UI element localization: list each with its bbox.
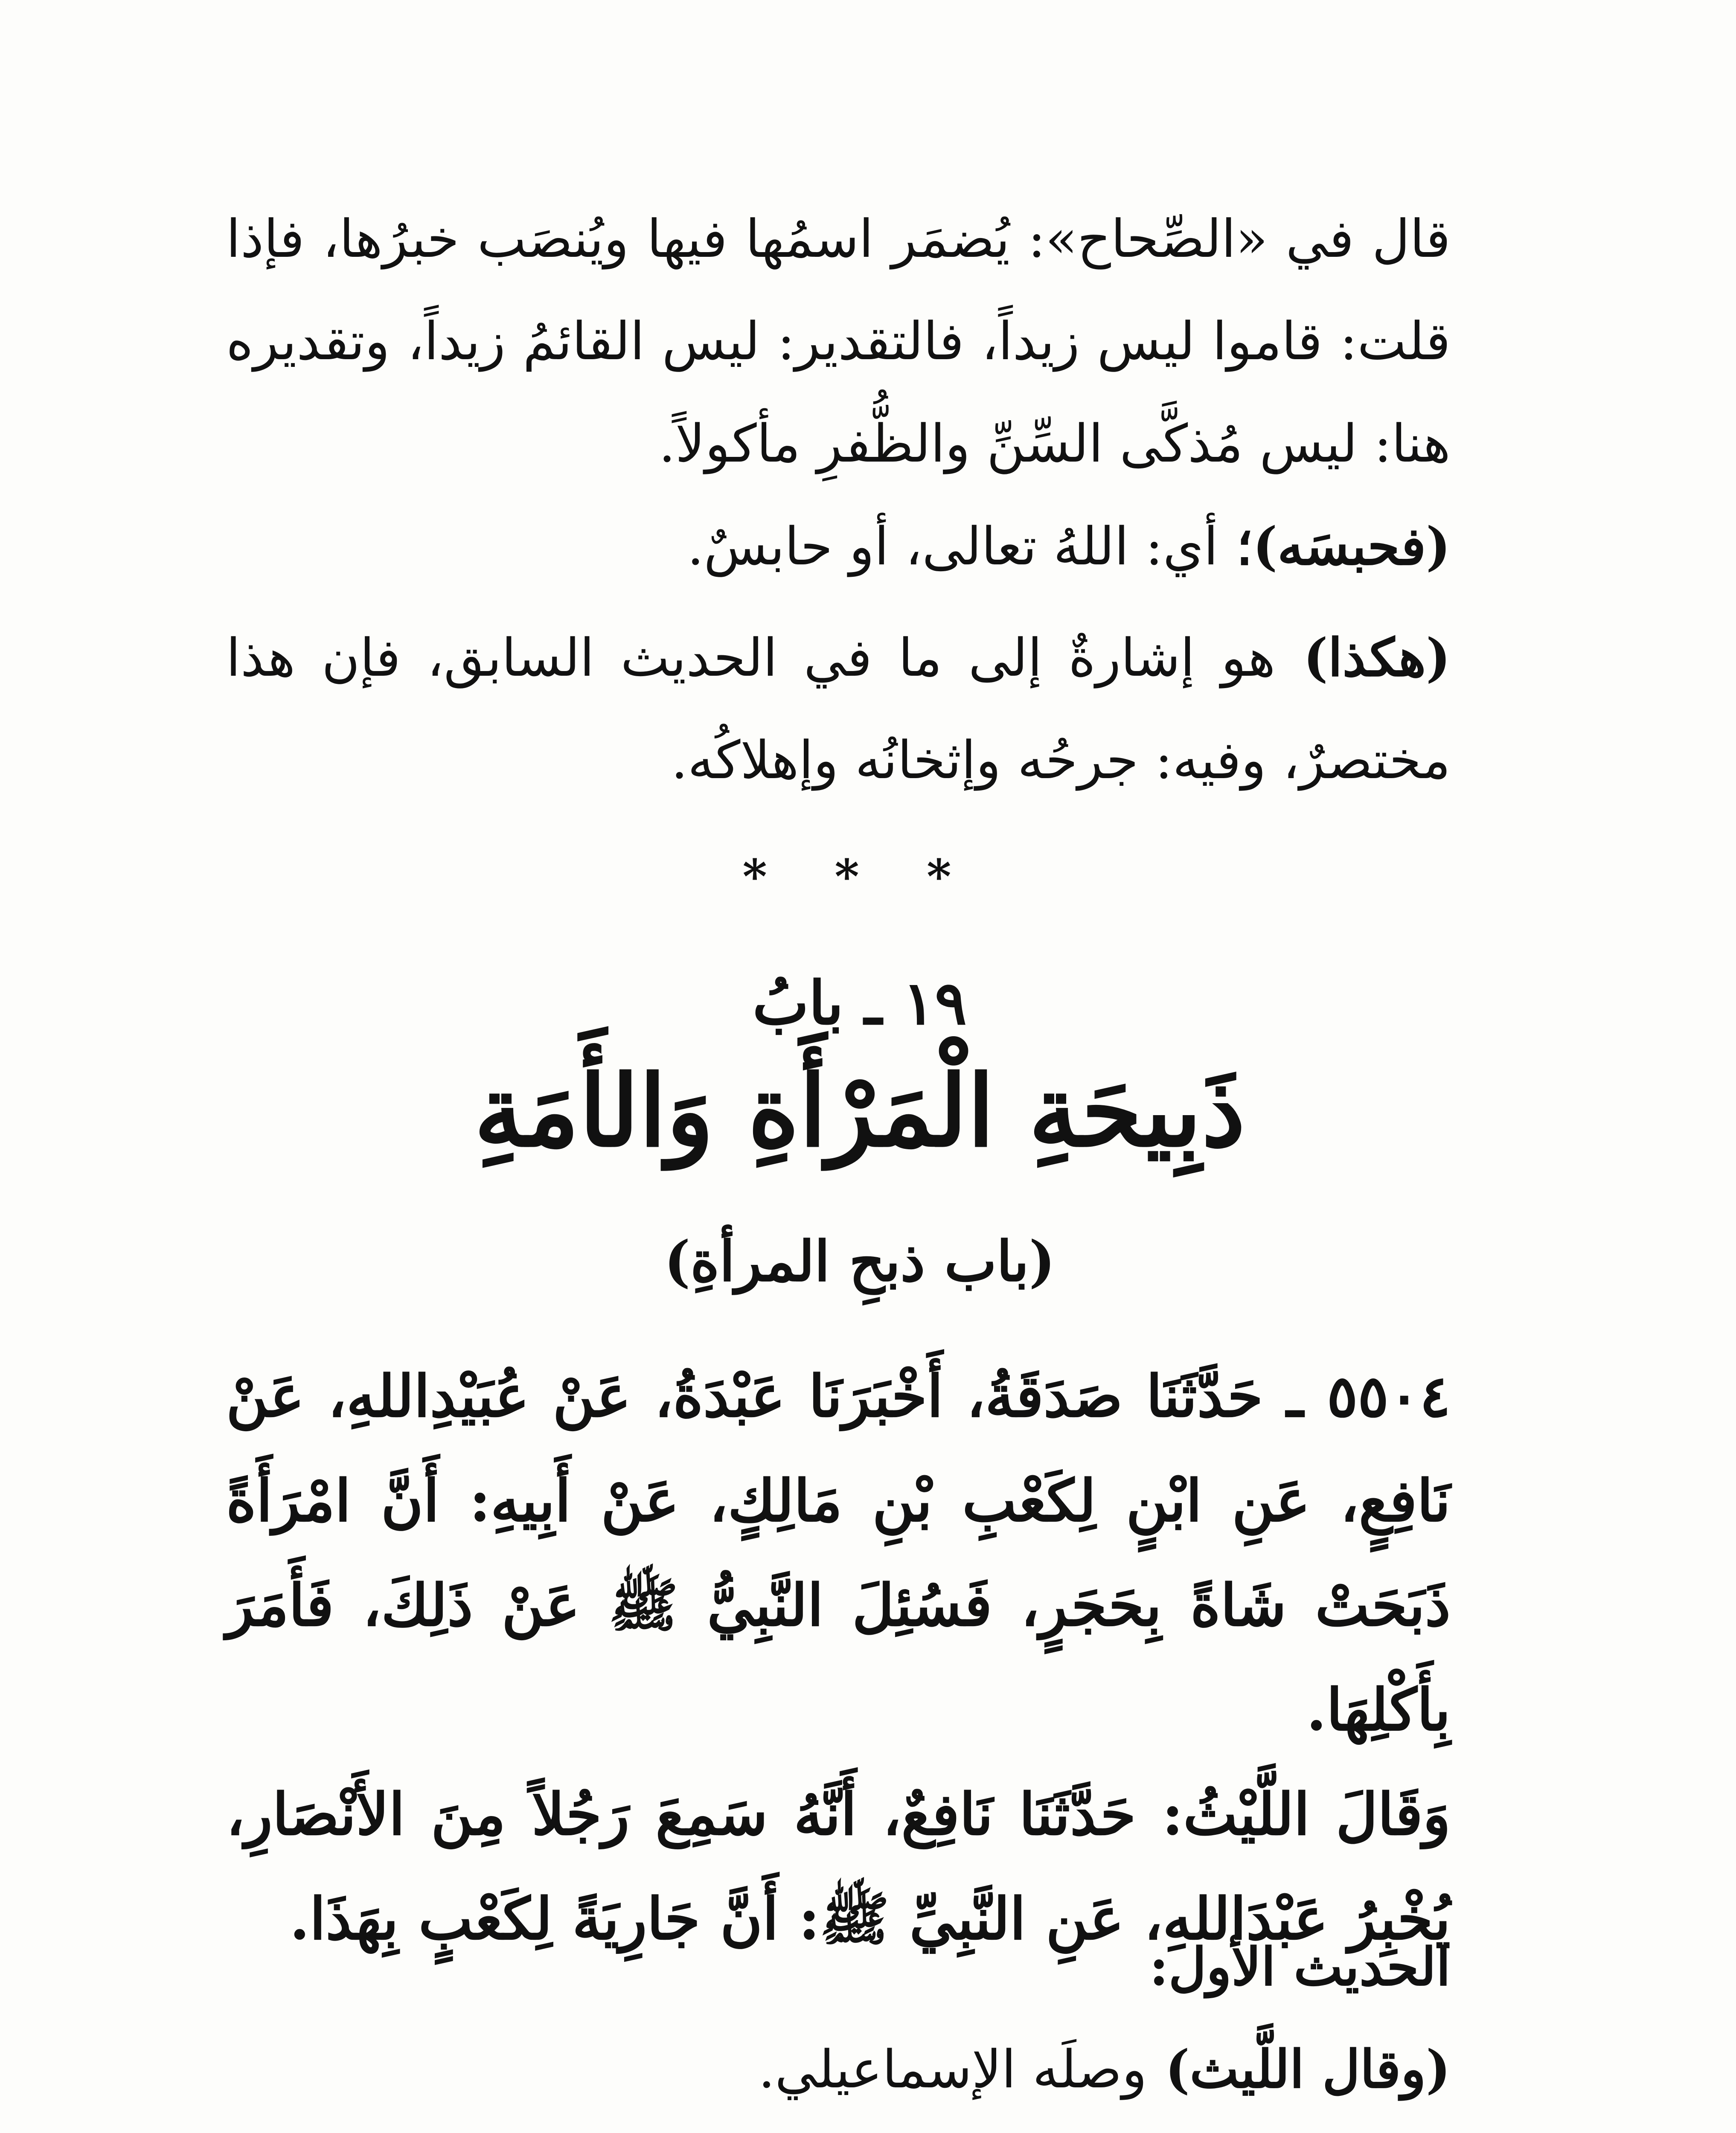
commentary-paragraph [226, 606, 1493, 811]
lemma: (هكذا) [1275, 627, 1451, 688]
chapter-number: ١٩ ـ بابُ [752, 968, 967, 1038]
commentary-text: وصلَه الإسماعيلي. [758, 2039, 1147, 2100]
commentary-paragraph [226, 2018, 1493, 2121]
lemma: (وقال اللَّيث) [1147, 2038, 1451, 2100]
commentary-block-2 [226, 1915, 1493, 2121]
commentary-heading: الحديث الأول: [1149, 1936, 1451, 1997]
commentary-text: أي: اللهُ تعالى، أو حابسٌ. [687, 516, 1218, 577]
lemma: (فحبسَه)؛ [1218, 515, 1451, 577]
commentary-text: هو إشارةٌ إلى ما في الحديث السابق، فإن هذا مختصرٌ، وفيه: جرحُه وإثخانُه وإهلاكُه. [226, 628, 1451, 790]
chapter-title: ذَبِيحَةِ الْمَرْأَةِ وَالأَمَةِ [474, 1054, 1245, 1169]
section-divider: * * * [742, 849, 977, 904]
commentary-paragraph: قال في «الصِّحاح»: يُضمَر اسمُها فيها ويُنصَب خبرُها، فإذا قلت: قاموا ليس زيداً، فالتقدير: ليس القائمُ زيداً، وتقديره هنا: ليس مُذكَّى السِّنِّ والظُّفرِ مأكولاً. [226, 209, 1451, 474]
hadith-text: ٥٥٠٤ ـ حَدَّثَنَا صَدَقَةُ، أَخْبَرَنَا عَبْدَةُ، عَنْ عُبَيْدِاللهِ، عَنْ نَافِعٍ، عَنِ ابْنٍ لِكَعْبِ بْنِ مَالِكٍ، عَنْ أَبِيهِ: أَنَّ امْرَأَةً ذَبَحَتْ شَاةً بِحَجَرٍ، فَسُئِلَ النَّبِيُّ ﷺ عَنْ ذَلِكَ، فَأَمَرَ بِأَكْلِهَا. [226, 1362, 1451, 1744]
chapter-subtitle: (باب ذبحِ المرأةِ) [664, 1229, 1056, 1294]
commentary-block-1 [226, 188, 1493, 811]
commentary-paragraph [226, 495, 1493, 598]
hadith-text: وَقَالَ اللَّيْثُ: حَدَّثَنَا نَافِعٌ، أَنَّهُ سَمِعَ رَجُلاً مِنَ الأَنْصَارِ، يُخْبِرُ عَبْدَاللهِ، عَنِ النَّبِيِّ ﷺ: أَنَّ جَارِيَةً لِكَعْبٍ بِهَذَا. [226, 1780, 1451, 1953]
hadith-block [226, 1344, 1493, 1971]
